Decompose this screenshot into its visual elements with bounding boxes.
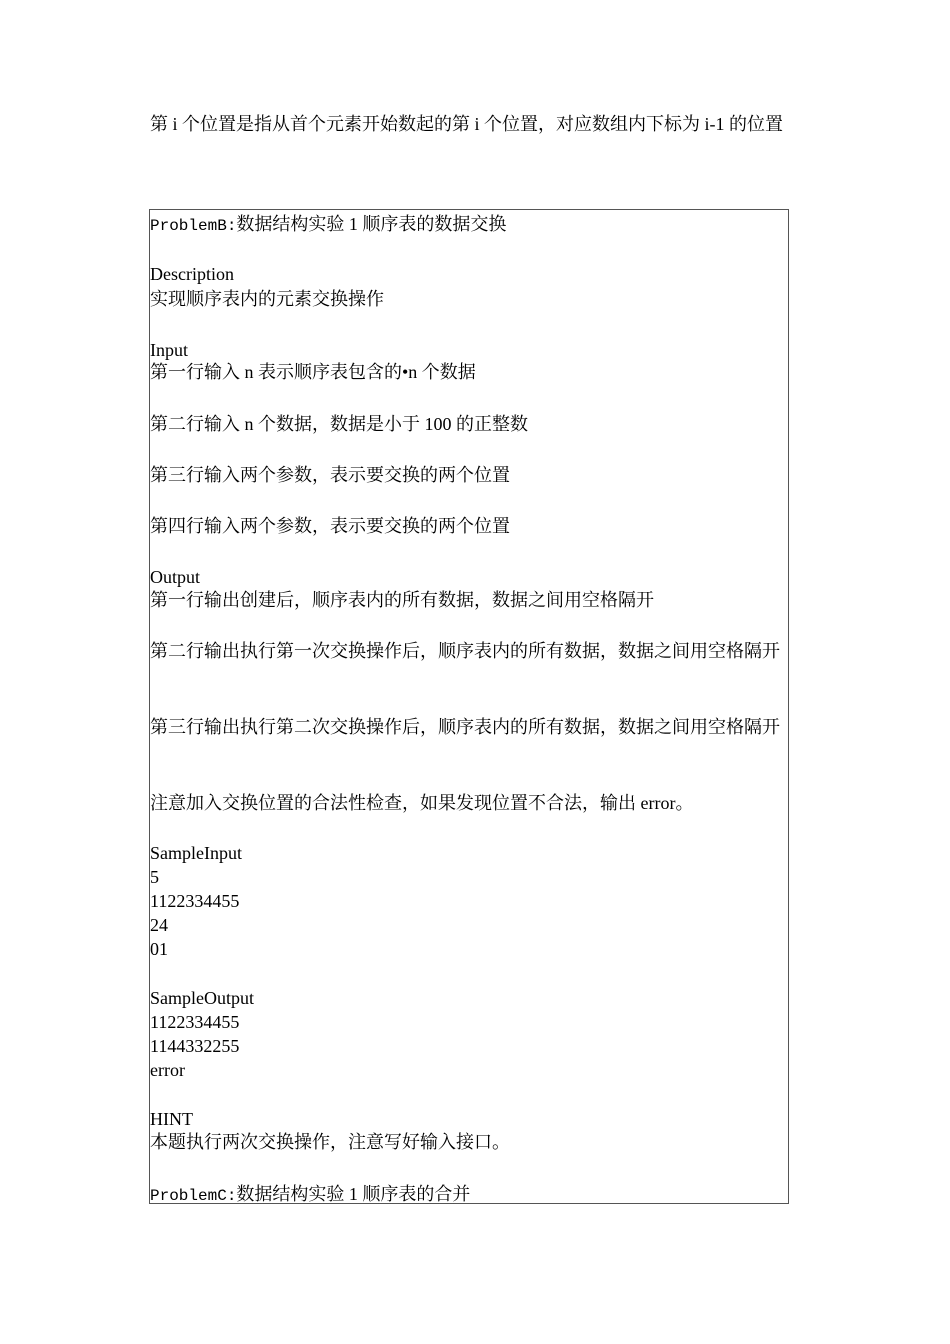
description-heading: Description	[150, 264, 234, 284]
output-line-1: 第一行输出创建后，顺序表内的所有数据，数据之间用空格隔开	[150, 590, 654, 610]
problem-c-code: ProblemC:	[150, 1187, 237, 1205]
problem-b-title	[150, 212, 506, 238]
sample-input-line-3: 24	[150, 915, 168, 935]
description-text: 实现顺序表内的元素交换操作	[150, 289, 384, 309]
sample-output-line-1: 1122334455	[150, 1012, 240, 1032]
sample-input-line-4: 01	[150, 939, 168, 959]
input-line-4: 第四行输入两个参数，表示要交换的两个位置	[150, 516, 510, 536]
sample-input-line-1: 5	[150, 867, 159, 887]
input-line-1: 第一行输入 n 表示顺序表包含的•n 个数据	[150, 362, 476, 382]
sample-output-line-2: 1144332255	[150, 1036, 240, 1056]
problem-c-title	[150, 1182, 470, 1208]
sample-input-heading: SampleInput	[150, 843, 242, 863]
intro-paragraph: 第 i 个位置是指从首个元素开始数起的第 i 个位置，对应数组内下标为 i-1 的位置	[150, 114, 783, 134]
sample-output-heading: SampleOutput	[150, 988, 254, 1008]
problem-b-code: ProblemB:	[150, 217, 237, 235]
output-line-2: 第二行输出执行第一次交换操作后，顺序表内的所有数据，数据之间用空格隔开	[150, 641, 780, 661]
hint-heading: HINT	[150, 1109, 193, 1129]
problem-c-title-text: 数据结构实验 1 顺序表的合并	[236, 1184, 471, 1204]
output-note: 注意加入交换位置的合法性检查，如果发现位置不合法，输出 error。	[150, 793, 694, 813]
input-line-2: 第二行输入 n 个数据，数据是小于 100 的正整数	[150, 414, 528, 434]
output-line-3: 第三行输出执行第二次交换操作后，顺序表内的所有数据，数据之间用空格隔开	[150, 717, 780, 737]
input-line-3: 第三行输入两个参数，表示要交换的两个位置	[150, 465, 510, 485]
sample-output-line-3: error	[150, 1060, 185, 1080]
output-heading: Output	[150, 567, 201, 587]
problem-b-title-text: 数据结构实验 1 顺序表的数据交换	[236, 214, 507, 234]
sample-input-line-2: 1122334455	[150, 891, 240, 911]
hint-text: 本题执行两次交换操作，注意写好输入接口。	[150, 1132, 510, 1152]
problem-box	[149, 209, 789, 1204]
input-heading: Input	[150, 340, 188, 360]
